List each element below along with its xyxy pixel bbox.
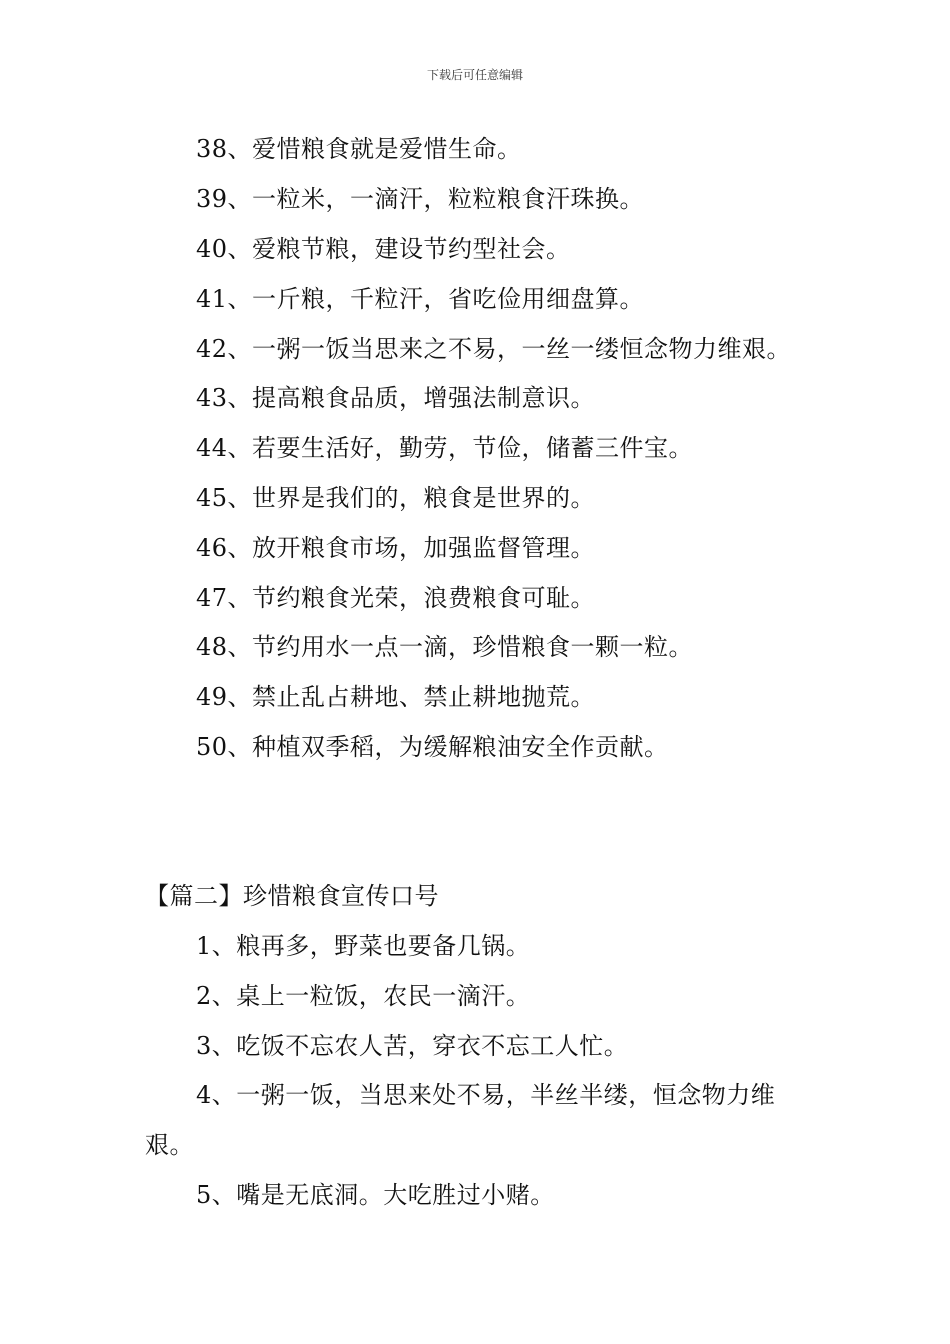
page-header-watermark: 下载后可任意编辑 [426,68,523,82]
slogan-48: 48、节约用水一点一滴，珍惜粮食一颗一粒。 [196,633,694,661]
section-2-item-2: 2、桌上一粒饭，农民一滴汗。 [196,982,531,1010]
section-2-item-3: 3、吃饭不忘农人苦，穿衣不忘工人忙。 [196,1032,629,1060]
slogan-47: 47、节约粮食光荣，浪费粮食可耻。 [196,584,596,612]
section-2-item-4: 4、一粥一饭，当思来处不易，半丝半缕，恒念物力维 [196,1081,776,1109]
slogan-45: 45、世界是我们的，粮食是世界的。 [196,484,596,512]
section-2-heading: 【篇二】珍惜粮食宣传口号 [145,882,439,910]
section-2-item-5: 5、嘴是无底洞。大吃胜过小赌。 [196,1181,555,1209]
slogan-46: 46、放开粮食市场，加强监督管理。 [196,534,596,562]
slogan-41: 41、一斤粮，千粒汗，省吃俭用细盘算。 [196,285,645,313]
slogan-50: 50、种植双季稻，为缓解粮油安全作贡献。 [196,733,669,761]
slogan-44: 44、若要生活好，勤劳，节俭，储蓄三件宝。 [196,434,694,462]
section-2-item-1: 1、粮再多，野菜也要备几锅。 [196,932,531,960]
slogan-40: 40、爱粮节粮，建设节约型社会。 [196,235,571,263]
slogan-42: 42、一粥一饭当思来之不易，一丝一缕恒念物力维艰。 [196,335,792,363]
section-2-item-4-continued: 艰。 [145,1131,194,1159]
slogan-39: 39、一粒米，一滴汗，粒粒粮食汗珠换。 [196,185,645,213]
slogan-38: 38、爱惜粮食就是爱惜生命。 [196,135,522,163]
slogan-43: 43、提高粮食品质，增强法制意识。 [196,384,596,412]
slogan-49: 49、禁止乱占耕地、禁止耕地抛荒。 [196,683,596,711]
